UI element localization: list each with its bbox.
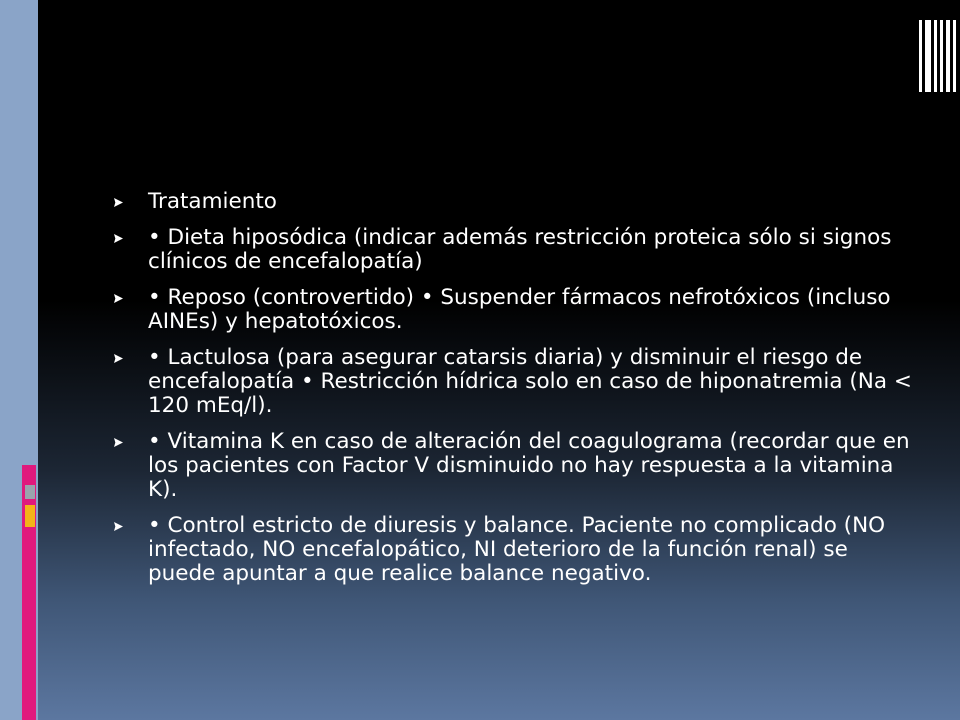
decor-gold-block <box>25 505 35 527</box>
list-item <box>112 346 912 418</box>
decor-line <box>953 20 956 92</box>
arrowhead-bullet-icon <box>114 234 123 243</box>
bullet-list <box>112 190 912 598</box>
decor-pink-bar <box>22 465 36 720</box>
list-item-text: • Control estricto de diuresis y balance. Paciente no complicado (NO infectado, NO encefalopático, NI deterioro de la función renal) se puede apuntar a que realice balance negativo. <box>148 513 886 586</box>
arrowhead-bullet-icon <box>114 294 123 303</box>
list-item-text: • Dieta hiposódica (indicar además restricción proteica sólo si signos clínicos de encefalopatía) <box>148 225 892 274</box>
decor-line <box>934 20 937 92</box>
list-item-text: • Lactulosa (para asegurar catarsis diaria) y disminuir el riesgo de encefalopatía • Restricción hídrica solo en caso de hiponatremia (Na < 120 mEq/l). <box>148 345 912 418</box>
decor-line <box>919 20 922 92</box>
arrowhead-bullet-icon <box>114 438 123 447</box>
decor-line <box>946 20 950 92</box>
decor-line <box>940 20 943 92</box>
list-item-text: • Reposo (controvertido) • Suspender fármacos nefrotóxicos (incluso AINEs) y hepatotóxicos. <box>148 285 891 334</box>
list-item <box>112 514 912 586</box>
list-item <box>112 226 912 274</box>
list-item <box>112 190 912 214</box>
decor-line <box>925 20 931 92</box>
list-item <box>112 430 912 502</box>
decor-grey-block <box>25 485 35 499</box>
list-item-text: Tratamiento <box>148 189 277 214</box>
list-item <box>112 286 912 334</box>
arrowhead-bullet-icon <box>114 354 123 363</box>
arrowhead-bullet-icon <box>114 198 123 207</box>
arrowhead-bullet-icon <box>114 522 123 531</box>
list-item-text: • Vitamina K en caso de alteración del coagulograma (recordar que en los pacientes con Factor V disminuido no hay respuesta a la vitamina K). <box>148 429 910 502</box>
